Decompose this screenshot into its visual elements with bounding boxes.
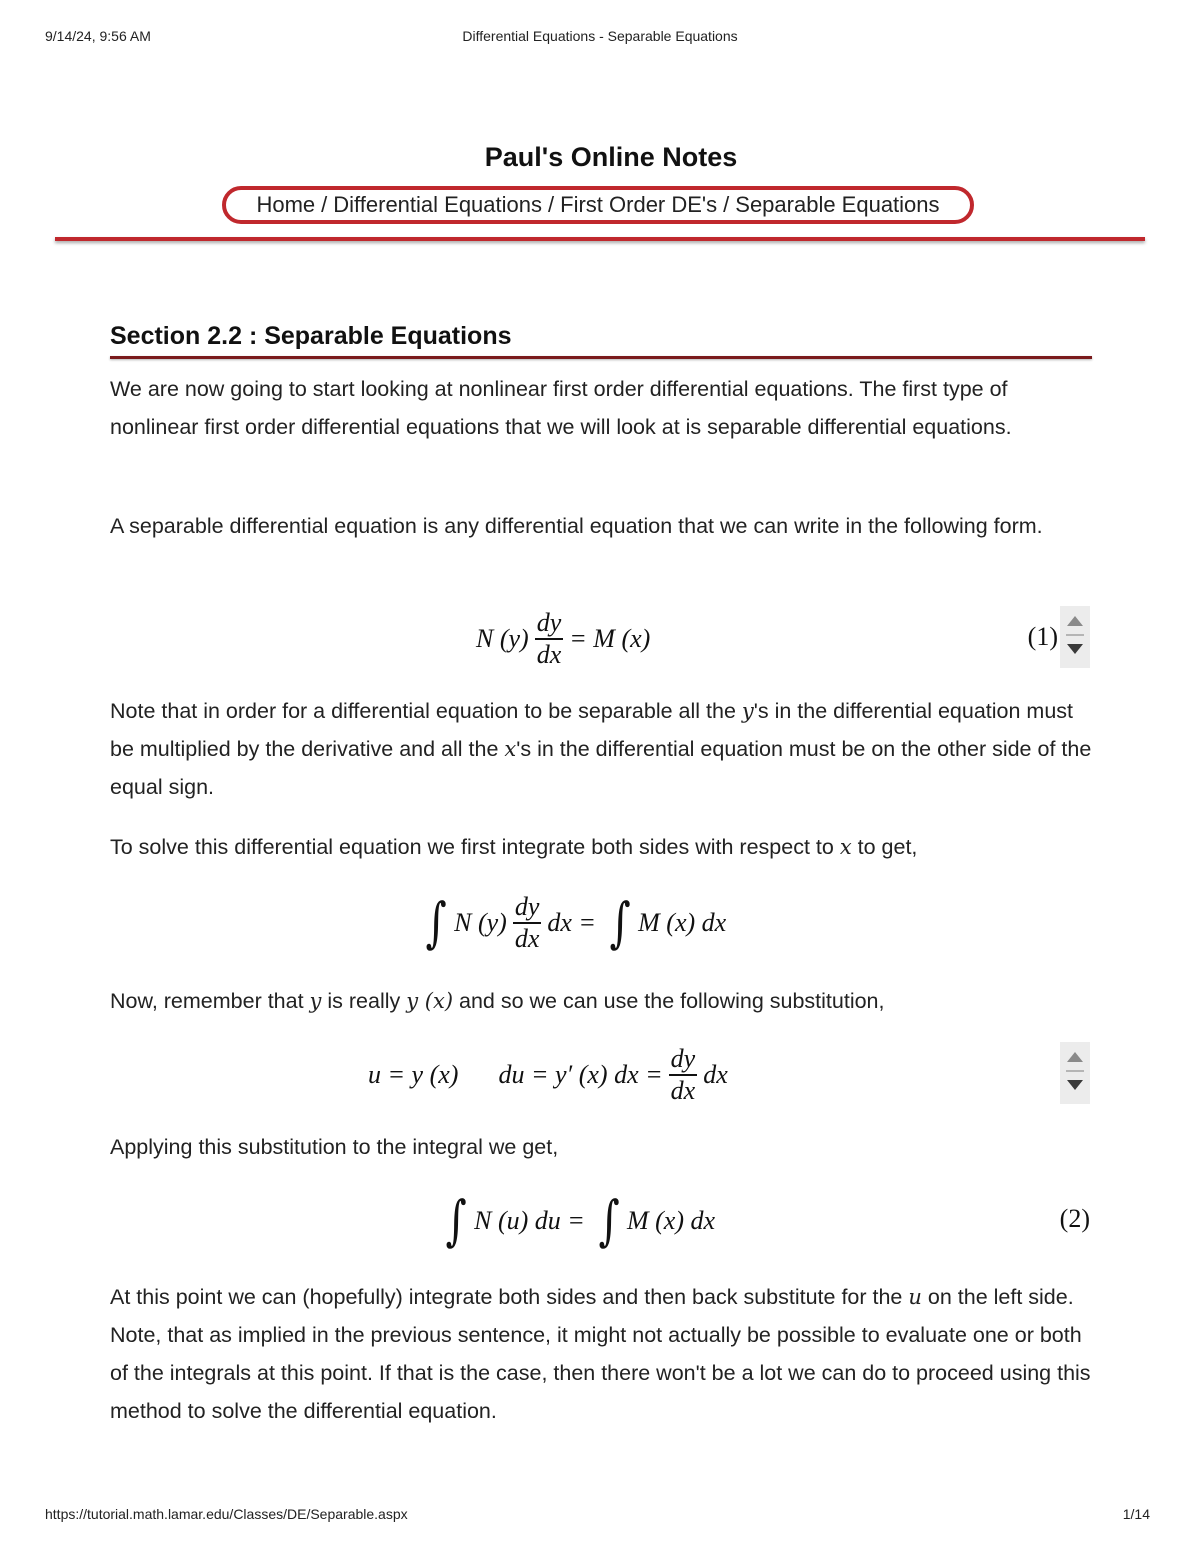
header-divider xyxy=(55,237,1145,241)
integral-sign: ∫ xyxy=(425,891,447,954)
paragraph-intro: We are now going to start looking at nonlinear first order differential equations. The first type of nonlinear first order differential equations that we will look at is separable differential equations. xyxy=(110,377,1012,439)
eq-sub-tail: dx xyxy=(703,1060,728,1089)
breadcrumb-home[interactable]: Home xyxy=(256,192,316,217)
scroll-down-icon[interactable] xyxy=(1067,644,1083,654)
print-url[interactable]: https://tutorial.math.lamar.edu/Classes/DE/Separable.aspx xyxy=(45,1506,408,1522)
text-run: Now, remember that xyxy=(110,989,310,1013)
text-run: 's in the differential equation must be multiplied by the derivative and all the xyxy=(110,699,1074,761)
breadcrumb-first-order[interactable]: First Order DE's xyxy=(560,192,718,217)
integral-sign: ∫ xyxy=(598,1189,620,1252)
equation-substitution xyxy=(110,1040,1092,1110)
eq-int-denominator: dx xyxy=(514,924,540,953)
text-run: Note that in order for a differential equation to be separable all the xyxy=(110,699,742,723)
eq-sub-part1: u = y (x) xyxy=(368,1060,459,1089)
eq2-rhs: M (x) dx xyxy=(626,1206,716,1235)
eq-sub-numerator: dy xyxy=(670,1044,696,1073)
integral-sign: ∫ xyxy=(609,891,631,954)
text-run: 's in the differential equation must be on the other side of the equal sign. xyxy=(110,737,1092,799)
paragraph-separability-note xyxy=(110,692,1092,806)
paragraph-conclusion xyxy=(110,1278,1092,1430)
eq-sub-fraction xyxy=(669,1044,698,1106)
text-run: to get, xyxy=(851,835,918,859)
math-var: u xyxy=(908,1285,922,1309)
print-header xyxy=(0,28,1200,50)
site-title[interactable]: Paul's Online Notes xyxy=(484,142,738,172)
eq1-rhs: = M (x) xyxy=(569,624,651,653)
eq-sub-denominator: dx xyxy=(670,1076,696,1105)
scroll-up-icon[interactable] xyxy=(1067,1052,1083,1062)
eq-int-mid: dx = xyxy=(547,908,596,937)
eq-int-rhs: M (x) dx xyxy=(638,908,727,937)
eq1-fraction xyxy=(535,608,564,670)
math-var: x xyxy=(839,835,852,859)
math-var: y xyxy=(741,699,754,723)
eq-int-numerator: dy xyxy=(514,892,540,921)
print-page-number: 1/14 xyxy=(1122,1506,1150,1522)
math-var: y xyxy=(309,989,322,1013)
eq2-number: (2) xyxy=(1059,1204,1090,1233)
paragraph-definition: A separable differential equation is any differential equation that we can write in the following form. xyxy=(110,514,1043,538)
print-datetime: 9/14/24, 9:56 AM xyxy=(45,28,151,44)
breadcrumb-separable-equations[interactable]: Separable Equations xyxy=(735,192,940,217)
breadcrumb-separator: / xyxy=(548,192,555,217)
equation-2 xyxy=(110,1186,1092,1256)
paragraph-apply-substitution: Applying this substitution to the integral we get, xyxy=(110,1135,559,1159)
text-run: on the left side. Note, that as implied in the previous sentence, it might not actually be possible to evaluate one or both of the integrals at this point. If that is the case, then there won't be a lot we can do to proceed using this method to solve the differential equation. xyxy=(110,1285,1091,1423)
equation-1 xyxy=(110,604,1092,674)
breadcrumb xyxy=(222,186,974,224)
scroll-down-icon[interactable] xyxy=(1067,1080,1083,1090)
text-run: and so we can use the following substitution, xyxy=(453,989,885,1013)
eq2-lhs: N (u) du = xyxy=(474,1206,585,1235)
breadcrumb-differential-equations[interactable]: Differential Equations xyxy=(333,192,543,217)
eq-int-fraction xyxy=(513,892,542,954)
eq1-numerator: dy xyxy=(536,608,562,637)
section-divider xyxy=(110,356,1092,359)
eq-sub-part2: du = y′ (x) dx = xyxy=(498,1060,663,1089)
print-doc-title: Differential Equations - Separable Equations xyxy=(462,28,738,44)
equation-1-scroller[interactable] xyxy=(1060,606,1090,668)
text-run: is really xyxy=(321,989,407,1013)
eq1-lhs: N (y) xyxy=(476,624,529,653)
breadcrumb-separator: / xyxy=(723,192,730,217)
eq-int-lhs: N (y) xyxy=(454,908,507,937)
equation-substitution-scroller[interactable] xyxy=(1060,1042,1090,1104)
breadcrumb-separator: / xyxy=(321,192,328,217)
text-run: To solve this differential equation we first integrate both sides with respect to xyxy=(110,835,840,859)
math-var: x xyxy=(504,737,517,761)
equation-integrated xyxy=(110,886,1092,960)
scroll-divider xyxy=(1066,634,1084,636)
paragraph-substitution-intro xyxy=(110,982,1092,1020)
eq1-denominator: dx xyxy=(536,640,562,669)
math-var: y (x) xyxy=(406,989,454,1013)
paragraph-integrate xyxy=(110,828,1092,866)
text-run: At this point we can (hopefully) integrate both sides and then back substitute for the xyxy=(110,1285,909,1309)
section-title: Section 2.2 : Separable Equations xyxy=(110,322,512,350)
integral-sign: ∫ xyxy=(445,1189,467,1252)
print-footer xyxy=(0,1506,1200,1528)
scroll-up-icon[interactable] xyxy=(1067,616,1083,626)
scroll-divider xyxy=(1066,1070,1084,1072)
eq1-number: (1) xyxy=(1027,622,1058,651)
